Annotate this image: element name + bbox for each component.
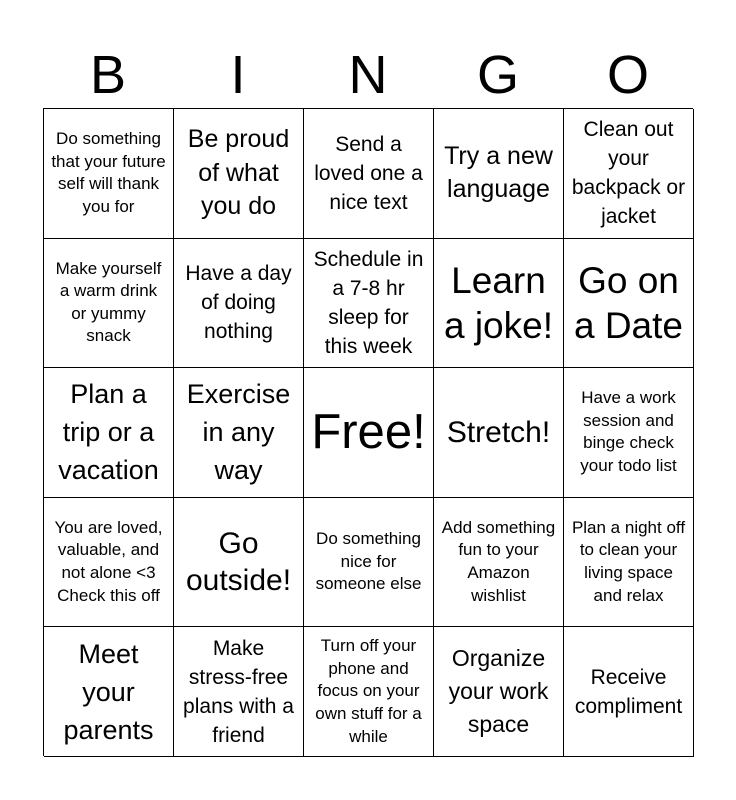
header-letter-n: N: [348, 45, 388, 105]
cell-text: Schedule in a 7-8 hr sleep for this week: [313, 247, 424, 358]
cell-text: Make stress-free plans with a friend: [183, 636, 294, 747]
bingo-cell[interactable]: [44, 627, 174, 757]
bingo-cell[interactable]: [434, 627, 564, 757]
header-letter-o: O: [606, 45, 649, 105]
bingo-cell[interactable]: [564, 239, 694, 369]
cell-text: You are loved, valuable, and not alone <3 Check this off: [54, 517, 163, 605]
cell-text: Have a work session and binge check your todo list: [580, 388, 677, 476]
bingo-cell[interactable]: [434, 239, 564, 369]
bingo-cell[interactable]: [564, 368, 694, 498]
cell-text: Learn a joke!: [443, 259, 553, 346]
bingo-cell[interactable]: [304, 109, 434, 239]
bingo-cell[interactable]: [174, 627, 304, 757]
bingo-cell[interactable]: [434, 498, 564, 628]
bingo-cell[interactable]: [174, 239, 304, 369]
cell-text: Have a day of doing nothing: [185, 262, 292, 344]
header-letter-b: B: [89, 45, 127, 105]
cell-text: Try a new language: [444, 141, 553, 204]
bingo-cell[interactable]: [44, 239, 174, 369]
bingo-cell[interactable]: [174, 498, 304, 628]
cell-text: Make yourself a warm drink or yummy snack: [55, 258, 162, 346]
cell-text: Stretch!: [446, 415, 551, 449]
cell-text: Exercise in any way: [186, 379, 291, 486]
bingo-cell[interactable]: [44, 368, 174, 498]
bingo-cell[interactable]: [564, 498, 694, 628]
cell-text: Go outside!: [185, 527, 292, 598]
cell-text: Do something nice for someone else: [315, 529, 422, 594]
cell-text: Receive compliment: [574, 665, 683, 718]
cell-text: Plan a night off to clean your living space and relax: [571, 517, 686, 605]
cell-text: Be proud of what you do: [187, 125, 290, 221]
cell-text: Go on a Date: [573, 259, 683, 346]
bingo-cell[interactable]: [174, 368, 304, 498]
bingo-cell[interactable]: [44, 109, 174, 239]
cell-text: Meet your parents: [63, 638, 154, 745]
bingo-cell[interactable]: [44, 498, 174, 628]
cell-text: Plan a trip or a vacation: [58, 379, 159, 486]
cell-text: Clean out your backpack or jacket: [571, 118, 686, 229]
bingo-cell[interactable]: [304, 239, 434, 369]
cell-text: Send a loved one a nice text: [314, 132, 423, 214]
header-letter-g: G: [476, 45, 519, 105]
header-letter-i: I: [230, 45, 246, 105]
bingo-cell[interactable]: [434, 368, 564, 498]
cell-text: Turn off your phone and focus on your own stuff for a while: [315, 636, 422, 746]
bingo-cell[interactable]: [304, 627, 434, 757]
bingo-cell[interactable]: [174, 109, 304, 239]
cell-text: Organize your work space: [448, 645, 549, 738]
bingo-header: [43, 44, 693, 106]
bingo-cell-free[interactable]: [304, 368, 434, 498]
cell-text: Do something that your future self will thank you for: [51, 129, 166, 216]
bingo-board: [43, 108, 693, 756]
cell-text: Add something fun to your Amazon wishlist: [441, 517, 556, 605]
bingo-cell[interactable]: [564, 627, 694, 757]
bingo-cell[interactable]: [434, 109, 564, 239]
free-space-label: Free!: [311, 405, 426, 460]
bingo-cell[interactable]: [304, 498, 434, 628]
bingo-cell[interactable]: [564, 109, 694, 239]
